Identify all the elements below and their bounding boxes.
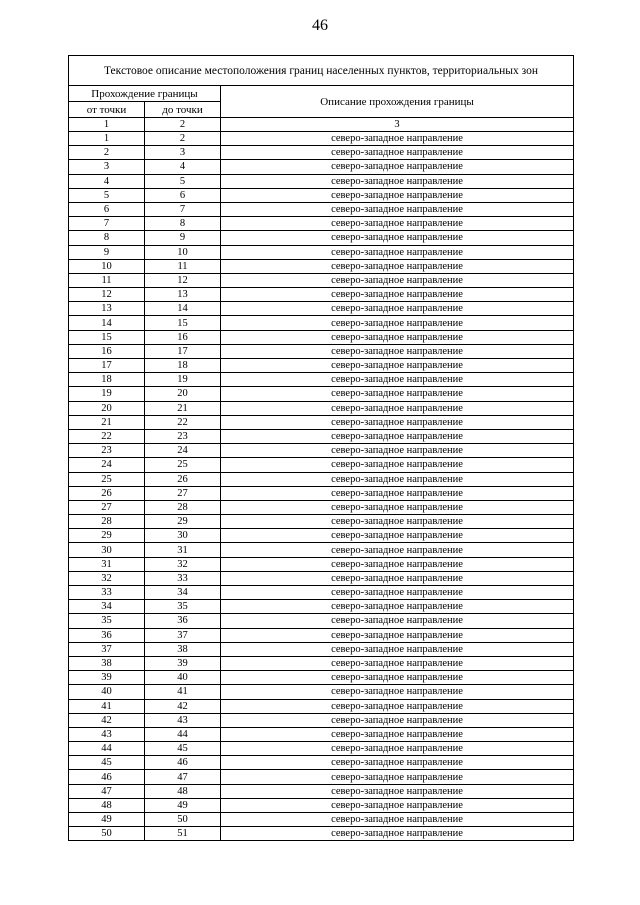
description-cell: северо-западное направление: [221, 316, 574, 330]
from-point-cell: 21: [69, 415, 145, 429]
to-point-cell: 41: [145, 685, 221, 699]
description-cell: северо-западное направление: [221, 160, 574, 174]
to-point-cell: 44: [145, 727, 221, 741]
description-cell: северо-западное направление: [221, 770, 574, 784]
to-point-cell: 48: [145, 784, 221, 798]
boundary-description-table: [68, 55, 574, 841]
from-point-cell: 16: [69, 344, 145, 358]
to-point-cell: 46: [145, 756, 221, 770]
from-point-cell: 7: [69, 217, 145, 231]
description-cell: северо-западное направление: [221, 685, 574, 699]
from-point-cell: 9: [69, 245, 145, 259]
to-point-cell: 47: [145, 770, 221, 784]
description-cell: северо-западное направление: [221, 713, 574, 727]
from-point-cell: 30: [69, 543, 145, 557]
description-cell: северо-западное направление: [221, 330, 574, 344]
to-point-cell: 13: [145, 288, 221, 302]
to-point-cell: 18: [145, 359, 221, 373]
description-cell: северо-западное направление: [221, 429, 574, 443]
table-row: [69, 273, 574, 287]
description-cell: северо-западное направление: [221, 415, 574, 429]
to-point-cell: 24: [145, 444, 221, 458]
to-point-cell: 17: [145, 344, 221, 358]
table-row: [69, 330, 574, 344]
to-point-cell: 2: [145, 132, 221, 146]
description-cell: северо-западное направление: [221, 344, 574, 358]
table-row: [69, 770, 574, 784]
table-row: [69, 656, 574, 670]
table-row: [69, 500, 574, 514]
description-cell: северо-западное направление: [221, 486, 574, 500]
description-cell: северо-западное направление: [221, 359, 574, 373]
from-point-cell: 35: [69, 614, 145, 628]
description-cell: северо-западное направление: [221, 444, 574, 458]
to-point-cell: 22: [145, 415, 221, 429]
to-point-cell: 14: [145, 302, 221, 316]
table-body: [69, 132, 574, 841]
table-row: [69, 259, 574, 273]
description-cell: северо-западное направление: [221, 231, 574, 245]
table-row: [69, 444, 574, 458]
from-point-cell: 11: [69, 273, 145, 287]
description-cell: северо-западное направление: [221, 742, 574, 756]
from-point-column-header: от точки: [69, 102, 145, 118]
from-point-cell: 29: [69, 529, 145, 543]
column-number: 3: [221, 118, 574, 132]
to-point-cell: 42: [145, 699, 221, 713]
to-point-cell: 50: [145, 813, 221, 827]
description-cell: северо-западное направление: [221, 784, 574, 798]
description-cell: северо-западное направление: [221, 571, 574, 585]
table-row: [69, 160, 574, 174]
description-cell: северо-западное направление: [221, 245, 574, 259]
to-point-cell: 37: [145, 628, 221, 642]
from-point-cell: 39: [69, 671, 145, 685]
to-point-cell: 34: [145, 586, 221, 600]
from-point-cell: 40: [69, 685, 145, 699]
page-number: 46: [312, 17, 328, 34]
description-cell: северо-западное направление: [221, 642, 574, 656]
to-point-cell: 20: [145, 387, 221, 401]
to-point-cell: 8: [145, 217, 221, 231]
table-row: [69, 742, 574, 756]
description-cell: северо-западное направление: [221, 387, 574, 401]
table-row: [69, 529, 574, 543]
to-point-cell: 43: [145, 713, 221, 727]
table-row: [69, 486, 574, 500]
description-cell: северо-западное направление: [221, 671, 574, 685]
from-point-cell: 32: [69, 571, 145, 585]
to-point-cell: 26: [145, 472, 221, 486]
description-cell: северо-западное направление: [221, 656, 574, 670]
table-row: [69, 798, 574, 812]
description-cell: северо-западное направление: [221, 202, 574, 216]
from-point-cell: 23: [69, 444, 145, 458]
table-row: [69, 458, 574, 472]
table-row: [69, 302, 574, 316]
description-cell: северо-западное направление: [221, 188, 574, 202]
description-cell: северо-западное направление: [221, 401, 574, 415]
description-cell: северо-западное направление: [221, 174, 574, 188]
table-row: [69, 813, 574, 827]
table-row: [69, 288, 574, 302]
to-point-cell: 10: [145, 245, 221, 259]
from-point-cell: 46: [69, 770, 145, 784]
to-point-cell: 30: [145, 529, 221, 543]
table-row: [69, 713, 574, 727]
from-point-cell: 26: [69, 486, 145, 500]
table-row: [69, 642, 574, 656]
table-row: [69, 756, 574, 770]
to-point-cell: 11: [145, 259, 221, 273]
table-row: [69, 628, 574, 642]
to-point-cell: 25: [145, 458, 221, 472]
from-point-cell: 28: [69, 515, 145, 529]
table-row: [69, 699, 574, 713]
column-number: 2: [145, 118, 221, 132]
description-cell: северо-западное направление: [221, 146, 574, 160]
description-cell: северо-западное направление: [221, 529, 574, 543]
to-point-cell: 31: [145, 543, 221, 557]
table-row: [69, 571, 574, 585]
description-cell: северо-западное направление: [221, 259, 574, 273]
from-point-cell: 47: [69, 784, 145, 798]
description-cell: северо-западное направление: [221, 458, 574, 472]
from-point-cell: 13: [69, 302, 145, 316]
to-point-cell: 15: [145, 316, 221, 330]
to-point-cell: 23: [145, 429, 221, 443]
table-title: Текстовое описание местоположения границ населенных пунктов, территориальных зон: [69, 56, 574, 86]
table-row: [69, 472, 574, 486]
table-row: [69, 586, 574, 600]
from-point-cell: 34: [69, 600, 145, 614]
to-point-cell: 38: [145, 642, 221, 656]
from-point-cell: 43: [69, 727, 145, 741]
to-point-cell: 39: [145, 656, 221, 670]
description-cell: северо-западное направление: [221, 217, 574, 231]
table-row: [69, 600, 574, 614]
from-point-cell: 15: [69, 330, 145, 344]
to-point-cell: 6: [145, 188, 221, 202]
table-title-row: [69, 56, 574, 86]
column-number: 1: [69, 118, 145, 132]
table-row: [69, 827, 574, 841]
table-row: [69, 344, 574, 358]
table-row: [69, 316, 574, 330]
from-point-cell: 38: [69, 656, 145, 670]
from-point-cell: 31: [69, 557, 145, 571]
description-cell: северо-западное направление: [221, 628, 574, 642]
from-point-cell: 2: [69, 146, 145, 160]
to-point-cell: 35: [145, 600, 221, 614]
table-row: [69, 387, 574, 401]
description-cell: северо-западное направление: [221, 472, 574, 486]
description-cell: северо-западное направление: [221, 373, 574, 387]
table-row: [69, 373, 574, 387]
description-cell: северо-западное направление: [221, 500, 574, 514]
table-row: [69, 217, 574, 231]
to-point-cell: 27: [145, 486, 221, 500]
table-row: [69, 727, 574, 741]
from-point-cell: 22: [69, 429, 145, 443]
from-point-cell: 42: [69, 713, 145, 727]
from-point-cell: 4: [69, 174, 145, 188]
to-point-cell: 12: [145, 273, 221, 287]
table-header-row: [69, 86, 574, 102]
from-point-cell: 33: [69, 586, 145, 600]
to-point-cell: 5: [145, 174, 221, 188]
table-row: [69, 671, 574, 685]
group-header: Прохождение границы: [69, 86, 221, 102]
description-cell: северо-западное направление: [221, 614, 574, 628]
to-point-cell: 29: [145, 515, 221, 529]
description-cell: северо-западное направление: [221, 273, 574, 287]
from-point-cell: 24: [69, 458, 145, 472]
description-cell: северо-западное направление: [221, 515, 574, 529]
table-row: [69, 359, 574, 373]
from-point-cell: 44: [69, 742, 145, 756]
from-point-cell: 18: [69, 373, 145, 387]
from-point-cell: 20: [69, 401, 145, 415]
table-row: [69, 415, 574, 429]
description-cell: северо-западное направление: [221, 557, 574, 571]
from-point-cell: 8: [69, 231, 145, 245]
description-cell: северо-западное направление: [221, 132, 574, 146]
to-point-cell: 21: [145, 401, 221, 415]
to-point-cell: 36: [145, 614, 221, 628]
table-row: [69, 614, 574, 628]
to-point-cell: 9: [145, 231, 221, 245]
to-point-cell: 40: [145, 671, 221, 685]
table-row: [69, 231, 574, 245]
table-row: [69, 401, 574, 415]
to-point-cell: 28: [145, 500, 221, 514]
description-cell: северо-западное направление: [221, 302, 574, 316]
from-point-cell: 37: [69, 642, 145, 656]
to-point-cell: 16: [145, 330, 221, 344]
description-cell: северо-западное направление: [221, 756, 574, 770]
from-point-cell: 27: [69, 500, 145, 514]
from-point-cell: 5: [69, 188, 145, 202]
description-cell: северо-западное направление: [221, 798, 574, 812]
from-point-cell: 10: [69, 259, 145, 273]
from-point-cell: 49: [69, 813, 145, 827]
table-row: [69, 685, 574, 699]
table-row: [69, 132, 574, 146]
to-point-cell: 7: [145, 202, 221, 216]
description-cell: северо-западное направление: [221, 288, 574, 302]
from-point-cell: 12: [69, 288, 145, 302]
description-cell: северо-западное направление: [221, 586, 574, 600]
table-row: [69, 557, 574, 571]
table-row: [69, 245, 574, 259]
table-row: [69, 174, 574, 188]
description-cell: северо-западное направление: [221, 727, 574, 741]
to-point-cell: 19: [145, 373, 221, 387]
table-row: [69, 146, 574, 160]
to-point-cell: 51: [145, 827, 221, 841]
from-point-cell: 6: [69, 202, 145, 216]
to-point-cell: 33: [145, 571, 221, 585]
from-point-cell: 1: [69, 132, 145, 146]
from-point-cell: 3: [69, 160, 145, 174]
column-number-row: [69, 118, 574, 132]
description-column-header: Описание прохождения границы: [221, 86, 574, 118]
description-cell: северо-западное направление: [221, 543, 574, 557]
description-cell: северо-западное направление: [221, 827, 574, 841]
to-point-cell: 32: [145, 557, 221, 571]
table-row: [69, 429, 574, 443]
from-point-cell: 25: [69, 472, 145, 486]
from-point-cell: 36: [69, 628, 145, 642]
from-point-cell: 41: [69, 699, 145, 713]
to-point-cell: 4: [145, 160, 221, 174]
table-row: [69, 515, 574, 529]
from-point-cell: 45: [69, 756, 145, 770]
description-cell: северо-западное направление: [221, 813, 574, 827]
table-row: [69, 784, 574, 798]
from-point-cell: 48: [69, 798, 145, 812]
from-point-cell: 50: [69, 827, 145, 841]
from-point-cell: 17: [69, 359, 145, 373]
table-row: [69, 188, 574, 202]
to-point-column-header: до точки: [145, 102, 221, 118]
table-row: [69, 543, 574, 557]
table-row: [69, 202, 574, 216]
from-point-cell: 19: [69, 387, 145, 401]
to-point-cell: 3: [145, 146, 221, 160]
from-point-cell: 14: [69, 316, 145, 330]
description-cell: северо-западное направление: [221, 600, 574, 614]
description-cell: северо-западное направление: [221, 699, 574, 713]
to-point-cell: 45: [145, 742, 221, 756]
to-point-cell: 49: [145, 798, 221, 812]
